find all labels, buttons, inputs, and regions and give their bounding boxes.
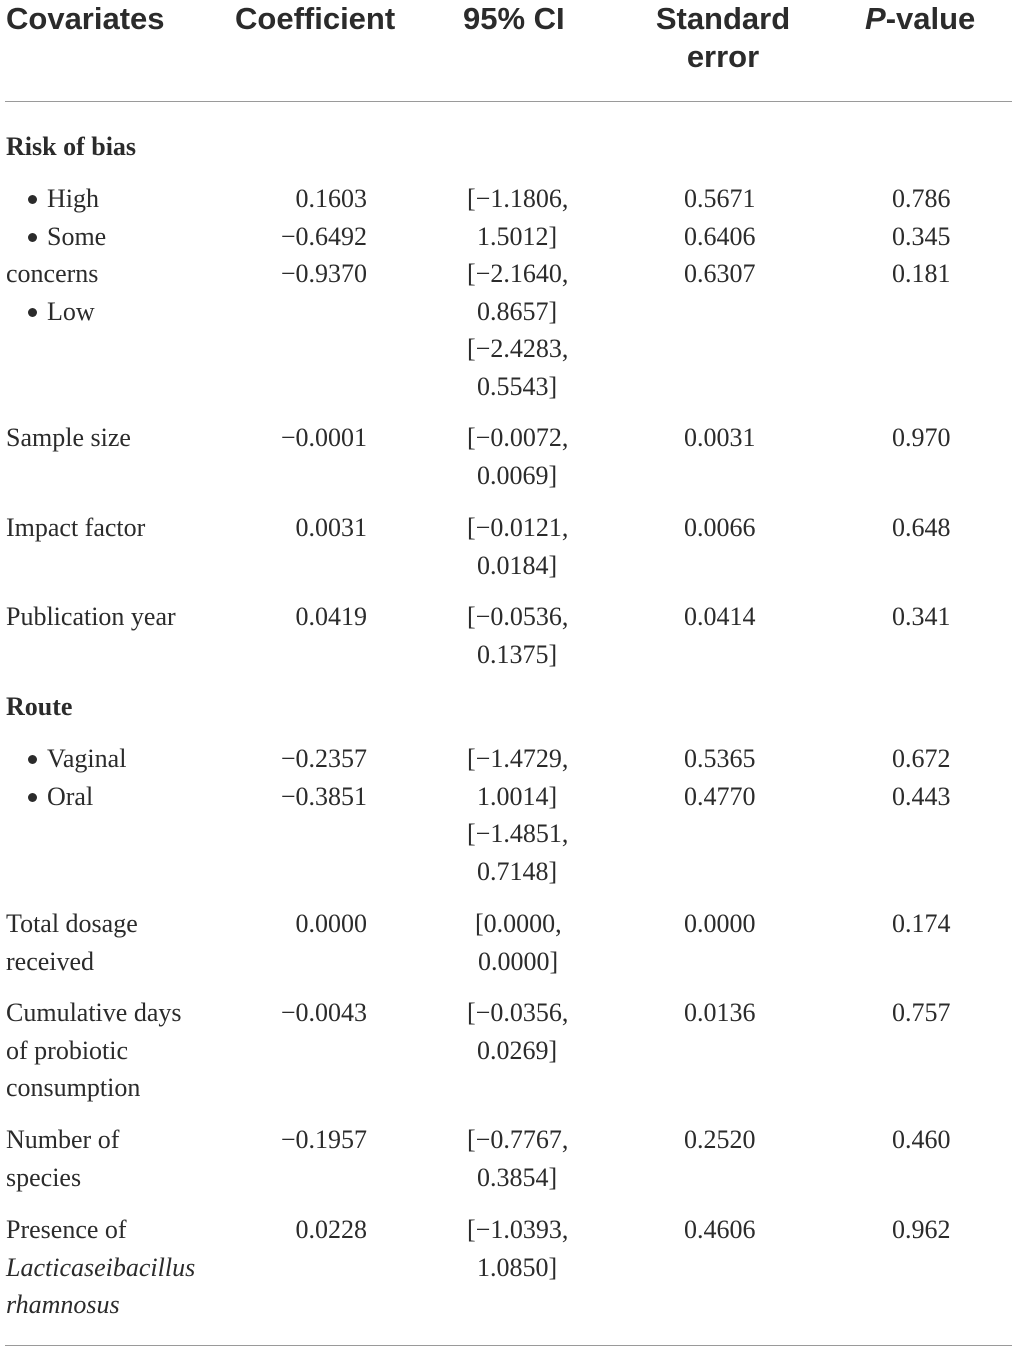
risk-of-bias-se: 0.5671 0.6406 0.6307 xyxy=(684,184,756,288)
row-lacticaseibacillus-p: 0.962 xyxy=(892,1215,951,1244)
header-se-line1: Standard xyxy=(655,1,791,36)
bullet-dot-icon xyxy=(28,195,37,204)
row-publication-year-coef: 0.0419 xyxy=(295,602,367,631)
row-sample-size-p: 0.970 xyxy=(892,423,951,452)
row-impact-factor-ci: [−0.0121, 0.0184] xyxy=(467,513,569,580)
row-total-dosage-se: 0.0000 xyxy=(684,909,756,938)
header-p-italic: P xyxy=(865,1,886,36)
bullet-high: High xyxy=(6,180,106,218)
header-se-line2: error xyxy=(686,39,760,74)
row-cumulative-days-label: Cumulative days of probiotic consumption xyxy=(6,998,182,1102)
bullet-some: Some xyxy=(6,218,106,256)
bullet-dot-icon xyxy=(28,233,37,242)
risk-of-bias-p: 0.786 0.345 0.181 xyxy=(892,184,951,288)
bullet-dot-icon xyxy=(28,755,37,764)
header-p-rest: -value xyxy=(885,1,976,36)
row-cumulative-days-p: 0.757 xyxy=(892,998,951,1027)
row-publication-year-se: 0.0414 xyxy=(684,602,756,631)
row-total-dosage-p: 0.174 xyxy=(892,909,951,938)
header-covariates: Covariates xyxy=(6,1,165,36)
row-cumulative-days-ci: [−0.0356, 0.0269] xyxy=(467,998,569,1065)
row-publication-year-ci: [−0.0536, 0.1375] xyxy=(467,602,569,669)
row-total-dosage-coef: 0.0000 xyxy=(295,909,367,938)
risk-of-bias-coef: 0.1603 −0.6492 −0.9370 xyxy=(280,184,367,288)
route-ci: [−1.4729, 1.0014] [−1.4851, 0.7148] xyxy=(467,744,569,886)
row-lacticaseibacillus-ci: [−1.0393, 1.0850] xyxy=(467,1215,569,1282)
header-coefficient: Coefficient xyxy=(235,1,396,36)
route-se: 0.5365 0.4770 xyxy=(684,744,756,811)
header-p-value xyxy=(865,0,975,38)
bullet-oral: Oral xyxy=(6,778,126,816)
row-publication-year-p: 0.341 xyxy=(892,602,951,631)
row-number-of-species-p: 0.460 xyxy=(892,1125,951,1154)
section-route: Route xyxy=(6,692,73,721)
row-number-of-species-ci: [−0.7767, 0.3854] xyxy=(467,1125,569,1192)
route-labels xyxy=(6,740,126,815)
row-sample-size-label: Sample size xyxy=(6,423,131,452)
bottom-rule xyxy=(5,1345,1012,1346)
row-publication-year-label: Publication year xyxy=(6,602,176,631)
row-lacticaseibacillus-label: Presence of Lacticaseibacillus rhamnosus xyxy=(6,1215,196,1319)
row-cumulative-days-se: 0.0136 xyxy=(684,998,756,1027)
risk-of-bias-labels xyxy=(6,180,106,330)
header-standard-error xyxy=(651,0,795,76)
row-sample-size-se: 0.0031 xyxy=(684,423,756,452)
bullet-dot-icon xyxy=(28,793,37,802)
header-ci: 95% CI xyxy=(463,1,565,36)
route-p: 0.672 0.443 xyxy=(892,744,951,811)
row-cumulative-days-coef: −0.0043 xyxy=(280,998,367,1027)
row-sample-size-coef: −0.0001 xyxy=(280,423,367,452)
row-number-of-species-se: 0.2520 xyxy=(684,1125,756,1154)
bullet-low: Low xyxy=(6,293,106,331)
row-total-dosage-label: Total dosage received xyxy=(6,909,138,976)
header-rule xyxy=(5,101,1012,102)
row-lacticaseibacillus-coef: 0.0228 xyxy=(295,1215,367,1244)
bullet-vaginal: Vaginal xyxy=(6,740,126,778)
row-impact-factor-label: Impact factor xyxy=(6,513,146,542)
row-number-of-species-coef: −0.1957 xyxy=(280,1125,367,1154)
route-coef: −0.2357 −0.3851 xyxy=(280,744,367,811)
row-sample-size-ci: [−0.0072, 0.0069] xyxy=(467,423,569,490)
row-impact-factor-se: 0.0066 xyxy=(684,513,756,542)
row-number-of-species-label: Number of species xyxy=(6,1125,120,1192)
bullet-dot-icon xyxy=(28,308,37,317)
row-impact-factor-coef: 0.0031 xyxy=(295,513,367,542)
risk-of-bias-ci: [−1.1806, 1.5012] [−2.1640, 0.8657] [−2.4283, 0.5543] xyxy=(467,184,569,401)
section-risk-of-bias: Risk of bias xyxy=(6,132,137,161)
label-concerns: concerns xyxy=(6,259,99,288)
row-impact-factor-p: 0.648 xyxy=(892,513,951,542)
row-lacticaseibacillus-se: 0.4606 xyxy=(684,1215,756,1244)
row-total-dosage-ci: [0.0000, 0.0000] xyxy=(475,909,562,976)
